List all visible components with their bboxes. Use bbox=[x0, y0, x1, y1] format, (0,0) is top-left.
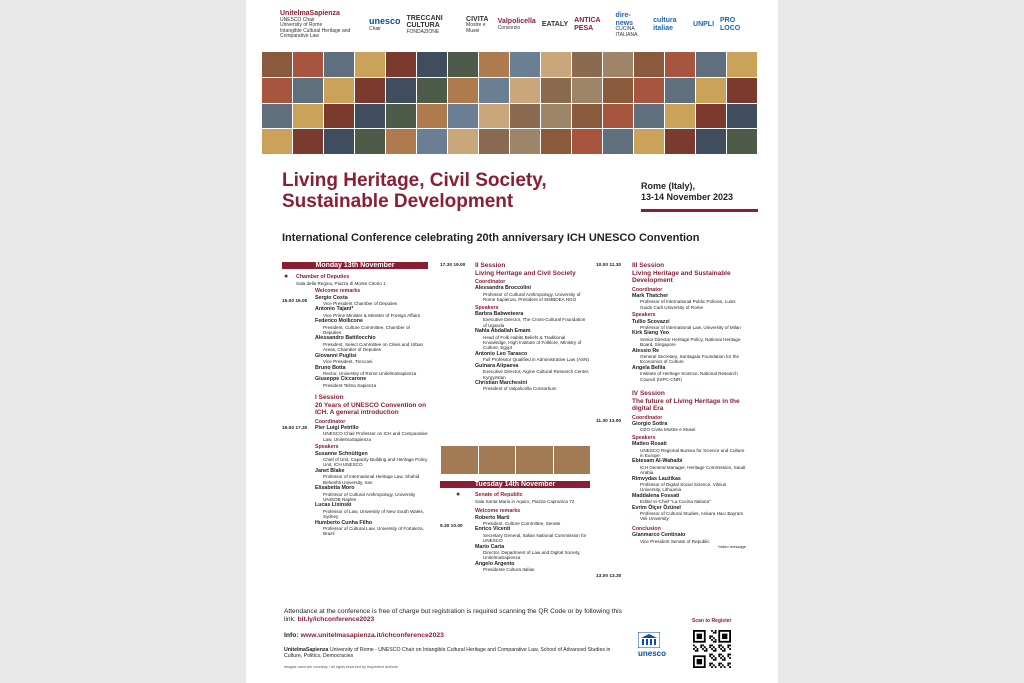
welcome-block-tuesday bbox=[440, 509, 590, 572]
person-role: Chief of Unit, Capacity Building and Heritage Policy Unit, ICH UNESCO bbox=[323, 457, 428, 468]
mosaic-photo bbox=[324, 104, 354, 129]
person-name: Enrico Vicenti bbox=[475, 526, 511, 533]
scan-label: Scan to Register bbox=[692, 618, 732, 624]
person-role: Executive Director, The Cross-Cultural Foundation of Uganda bbox=[483, 317, 586, 328]
logo-name: UnitelmaSapienza bbox=[280, 10, 340, 18]
person-role: Rector, University of Rome UnitelmaSapienza bbox=[323, 370, 417, 376]
logo-name: Valpolicella bbox=[497, 18, 536, 26]
venue-tuesday bbox=[440, 493, 590, 504]
time-slot: 10.00 11.30 bbox=[596, 263, 622, 268]
person-role: General Secretary, Santagata Foundation for the Economics of Culture bbox=[640, 353, 739, 365]
speakers-list bbox=[632, 320, 746, 382]
person-role: Head of Folk Habits Beliefs & Traditional Knowledge, High Institute of Folklore, Ministry of Culture, Egypt bbox=[483, 334, 582, 351]
person-role: Professor of Cultural Law, University of Fortaleza, Brazil bbox=[323, 525, 424, 537]
photo bbox=[479, 446, 516, 474]
speakers-label: Speakers bbox=[475, 304, 499, 311]
person-name: Giovanni Puglisi bbox=[315, 352, 357, 359]
mosaic-photo bbox=[727, 52, 757, 77]
person-role: Professor of International Law, University of Milan bbox=[640, 324, 741, 330]
mosaic-photo bbox=[727, 104, 757, 129]
logo-caption: UNESCO Chair bbox=[280, 16, 315, 23]
person-role: Executive Director, Aigine Cultural Research Center, Kyrgyzstan bbox=[483, 369, 590, 380]
speakers-label: Speakers bbox=[632, 434, 656, 441]
person-name: Lucas Lixinski bbox=[315, 502, 352, 509]
mosaic-photo bbox=[572, 104, 602, 129]
info-label: Info: bbox=[284, 632, 299, 639]
mosaic-photo bbox=[510, 129, 540, 154]
mosaic-photo bbox=[634, 52, 664, 77]
photo bbox=[516, 446, 553, 474]
mosaic-photo bbox=[293, 52, 323, 77]
person-name: Maddalena Fossati bbox=[632, 492, 680, 499]
session-title: 20 Years of UNESCO Convention on ICH. A general introduction bbox=[315, 401, 427, 417]
mosaic-photo bbox=[448, 129, 478, 154]
person-name: Sergio Costa bbox=[315, 294, 348, 301]
logo-name: UNPLI bbox=[693, 21, 715, 29]
logo-name: unesco bbox=[368, 16, 401, 27]
welcome-list bbox=[475, 516, 590, 573]
person-role: Professor of Law, University of New South Wales, Sydney bbox=[323, 508, 424, 520]
conference-title: Living Heritage, Civil Society, Sustainable Development bbox=[282, 170, 547, 212]
photo-strip bbox=[441, 446, 590, 474]
partner-logo bbox=[369, 17, 401, 32]
mosaic-photo bbox=[541, 104, 571, 129]
mosaic-photo bbox=[634, 104, 664, 129]
person-name: Elisabetta Moro bbox=[315, 485, 355, 492]
mosaic-photo bbox=[355, 78, 385, 103]
person-role: President, Select Committee on Cities and Urban Areas, Chamber of Deputies bbox=[323, 341, 424, 353]
person-name: Roberto Marti bbox=[475, 514, 510, 521]
mosaic-photo bbox=[355, 104, 385, 129]
mosaic-photo bbox=[665, 78, 695, 103]
person-role: Vice President Chamber of Deputies bbox=[323, 301, 398, 307]
logo-caption: Mostre e Musei bbox=[466, 22, 486, 34]
day-band-monday: Monday 13th November bbox=[282, 262, 428, 269]
mosaic-photo bbox=[603, 129, 633, 154]
partner-logo bbox=[466, 16, 492, 35]
partner-logos bbox=[280, 10, 748, 40]
poster bbox=[246, 0, 778, 683]
photo-mosaic bbox=[262, 52, 757, 154]
image-credit: Images used are courtesy / all rights reserved by respective authors bbox=[284, 665, 398, 669]
person-role: President of Valpolicella Consortium bbox=[483, 386, 557, 392]
mosaic-photo bbox=[355, 52, 385, 77]
person-name: Mark Thatcher bbox=[632, 292, 669, 299]
coordinator-label: Coordinator bbox=[315, 418, 346, 425]
mosaic-photo bbox=[603, 104, 633, 129]
person-role: UNESCO Regional Bureau for Science and Culture in Europe bbox=[640, 447, 745, 458]
mosaic-photo bbox=[448, 78, 478, 103]
unesco-wordmark: unesco bbox=[638, 649, 667, 658]
session-title: Living Heritage and Sustainable Development bbox=[632, 269, 731, 284]
person-name: Ebtesam Al-Wahaibi bbox=[632, 458, 683, 465]
conference-place: Rome (Italy), bbox=[641, 181, 696, 191]
welcome-label: Welcome remarks bbox=[315, 288, 361, 295]
unesco-chair-logo bbox=[638, 632, 678, 658]
time-slot: 16.00 17.30 bbox=[282, 426, 308, 431]
person-name: Federico Mollicone bbox=[315, 318, 363, 325]
logo-name: cultura italiae bbox=[653, 17, 677, 32]
person-name: Antonio Tajani* bbox=[315, 306, 354, 313]
person-role: Director, Department of Law and Digital Society, UnitelmaSapienza bbox=[483, 550, 581, 561]
partner-logo bbox=[616, 12, 648, 38]
session-number: III Session bbox=[632, 262, 665, 269]
mosaic-photo bbox=[696, 52, 726, 77]
person-name: Angela Bellia bbox=[632, 364, 666, 371]
mosaic-photo bbox=[572, 78, 602, 103]
venue-name: Senate of Republic bbox=[475, 492, 523, 499]
mosaic-photo bbox=[386, 52, 416, 77]
attendance-text: Attendance at the conference is free of charge but registration is required scanning the QR Code or by following this link: bbox=[284, 608, 622, 623]
session-number: II Session bbox=[475, 262, 506, 269]
person-name: Rimvydas Laužikas bbox=[632, 475, 681, 482]
person-name: Kirk Siang Yeo bbox=[632, 330, 669, 337]
partner-logo bbox=[498, 18, 536, 31]
mosaic-photo bbox=[417, 129, 447, 154]
logo-name: dire-news bbox=[615, 11, 634, 27]
mosaic-photo bbox=[479, 129, 509, 154]
person-name: Pier Luigi Petrillo bbox=[315, 425, 359, 432]
mosaic-photo bbox=[417, 52, 447, 77]
person-role: President, Culture Committee, Chamber of Deputies bbox=[323, 324, 410, 336]
person-name: Antonio Leo Tarasco bbox=[475, 350, 528, 357]
mosaic-photo bbox=[417, 104, 447, 129]
info-line bbox=[284, 632, 444, 639]
registration-note bbox=[284, 608, 634, 624]
session-2-block bbox=[440, 262, 590, 392]
session-title: Living Heritage and Civil Society bbox=[475, 269, 576, 277]
person-name: Alessandro Battilocchio bbox=[315, 335, 376, 342]
person-role: Editor-in-Chief "La Cucina Italiana" bbox=[640, 499, 711, 505]
speakers-label: Speakers bbox=[632, 312, 656, 319]
person-name: Evrim Ölçer Özünel bbox=[632, 504, 681, 511]
conference-subtitle: International Conference celebrating 20th anniversary ICH UNESCO Convention bbox=[282, 232, 700, 244]
logo-caption: CUCINA ITALIANA bbox=[615, 26, 638, 38]
mosaic-photo bbox=[324, 52, 354, 77]
day-band-tuesday: Tuesday 14th November bbox=[440, 481, 590, 488]
mosaic-photo bbox=[262, 129, 292, 154]
logo-name: CIVITA bbox=[466, 15, 489, 23]
mosaic-photo bbox=[510, 78, 540, 103]
mosaic-photo bbox=[603, 78, 633, 103]
person-role: UNESCO Chair Professor on ICH and Comparative Law, UnitelmaSapienza bbox=[323, 431, 428, 442]
person-name: Alessandra Broccolini bbox=[475, 285, 531, 292]
partner-logo bbox=[693, 21, 714, 29]
person-name: Giuseppe Ciccarone bbox=[315, 376, 367, 383]
mosaic-photo bbox=[386, 129, 416, 154]
speakers-list bbox=[475, 312, 590, 392]
time-slot: 9.30 10.00 bbox=[440, 524, 463, 529]
mosaic-photo bbox=[386, 78, 416, 103]
partner-logo bbox=[720, 17, 748, 32]
person-name: Barbra Babweteera bbox=[475, 311, 524, 318]
registration-link[interactable]: bit.ly/ichconference2023 bbox=[297, 616, 375, 623]
video-note: *video message bbox=[717, 544, 746, 550]
mosaic-photo bbox=[541, 129, 571, 154]
mosaic-photo bbox=[355, 129, 385, 154]
time-slot: 13.00 13.30 bbox=[596, 574, 622, 579]
time-slot: 11.30 13.00 bbox=[596, 419, 622, 424]
mosaic-photo bbox=[696, 78, 726, 103]
mosaic-photo bbox=[417, 78, 447, 103]
mosaic-photo bbox=[262, 104, 292, 129]
coordinator-label: Coordinator bbox=[632, 286, 663, 293]
coordinator-label: Coordinator bbox=[475, 279, 506, 285]
person-name: Tullio Scovazzi bbox=[632, 318, 670, 325]
person-name: Giorgio Sotira bbox=[632, 420, 668, 427]
mosaic-photo bbox=[510, 104, 540, 129]
venue-address: Sala della Regina, Piazza di Monte Citorio 1 bbox=[296, 280, 386, 286]
person-role: Institute of Heritage Science, National Research Council (ISPC-CNR) bbox=[640, 371, 738, 382]
welcome-list bbox=[315, 296, 428, 389]
mosaic-photo bbox=[479, 78, 509, 103]
coordinator-label: Coordinator bbox=[632, 414, 663, 421]
mosaic-photo bbox=[541, 78, 571, 103]
mosaic-photo bbox=[541, 52, 571, 77]
partner-logo bbox=[574, 17, 609, 32]
location-pin-icon: ● bbox=[284, 273, 289, 281]
logo-caption: FONDAZIONE bbox=[406, 28, 440, 35]
mosaic-photo bbox=[572, 52, 602, 77]
logo-name: ANTICA PESA bbox=[574, 17, 601, 32]
person-role: Professor of International Heritage Law, Shahid Beheshti University, Iran bbox=[323, 474, 420, 485]
program-column-2 bbox=[440, 262, 590, 392]
person-name: Mario Carta bbox=[475, 543, 505, 550]
venue-address: Sala Santa Maria in Aquiro, Piazza Capranica 72 bbox=[475, 498, 575, 504]
person-name: Gianmarco Centinaio bbox=[632, 532, 686, 539]
logo-caption: Intangible Cultural Heritage and Comparative Law bbox=[280, 27, 351, 40]
person-role: Professor of Digital Social Science, Vilnius University, Lithuania bbox=[640, 481, 727, 493]
person-role: Full Professor Qualified in Administrative Law (ASN) bbox=[483, 357, 589, 363]
person-name: Janet Blake bbox=[315, 467, 345, 474]
mosaic-photo bbox=[293, 104, 323, 129]
person-role: Presidente Cultura Italiae bbox=[483, 567, 535, 573]
conference-place-dates bbox=[641, 181, 759, 203]
mosaic-photo bbox=[696, 129, 726, 154]
person-name: Alessio Re bbox=[632, 347, 660, 354]
partner-logo bbox=[542, 21, 568, 29]
welcome-block-monday bbox=[282, 289, 428, 537]
session-number: I Session bbox=[315, 394, 344, 402]
person-name: Gulnara Aitpaeva bbox=[475, 362, 519, 369]
mosaic-photo bbox=[634, 78, 664, 103]
person-name: Bruno Botta bbox=[315, 364, 346, 371]
mosaic-photo bbox=[696, 104, 726, 129]
conference-dates: 13-14 November 2023 bbox=[641, 192, 734, 202]
venue-name: Chamber of Deputies bbox=[296, 274, 350, 281]
university-description: University of Rome - UNESCO Chair on Intangible Cultural Heritage and Comparative Law, School of Advanced Studies in Culture, Politics, Democracies bbox=[284, 647, 611, 660]
mosaic-photo bbox=[448, 104, 478, 129]
logo-name: EATALY bbox=[541, 21, 569, 29]
conclusion-label: Conclusion bbox=[632, 525, 661, 532]
person-name: Susanne Schnüttgen bbox=[315, 450, 368, 457]
mosaic-photo bbox=[603, 52, 633, 77]
qr-code[interactable] bbox=[693, 630, 731, 668]
person-role: Vice Prime Minister & Minister of Foreign Affairs bbox=[323, 312, 421, 318]
photo bbox=[554, 446, 591, 474]
info-link[interactable]: www.unitelmasapienza.it/ichconference2023 bbox=[300, 632, 444, 639]
mosaic-photo bbox=[665, 52, 695, 77]
venue-monday bbox=[282, 275, 428, 286]
mosaic-photo bbox=[727, 129, 757, 154]
person-role: Professor of Cultural Anthropology, University of Rome Sapienza, President of SIMBDEA NGO bbox=[483, 291, 581, 303]
welcome-label: Welcome remarks bbox=[475, 508, 521, 515]
person-name: Matteo Rosati bbox=[632, 441, 667, 448]
person-role: Senior Director Heritage Policy, National Heritage Board, Singapore bbox=[640, 336, 741, 348]
location-pin-icon: ● bbox=[456, 491, 461, 499]
person-role: Professor of Cultural Anthropology, University UNISOB Naples bbox=[323, 491, 416, 502]
person-role: Vice President, Treccani bbox=[323, 359, 373, 365]
university-name: UnitelmaSapienza bbox=[284, 647, 329, 653]
person-role: Professor of International Public Policies, Luiss Guido Carli University of Rome bbox=[640, 299, 736, 310]
mosaic-photo bbox=[293, 78, 323, 103]
mosaic-photo bbox=[293, 129, 323, 154]
person-role: CEO Civita Mostre e Musei bbox=[640, 427, 696, 433]
logo-caption: Consorzio bbox=[497, 25, 521, 32]
mosaic-photo bbox=[572, 129, 602, 154]
person-role: President, Culture Committee, Senate bbox=[483, 521, 561, 527]
university-note bbox=[284, 647, 614, 660]
person-role: Secretary General, Italian National Commission for UNESCO bbox=[483, 532, 587, 544]
speakers-list bbox=[315, 452, 428, 537]
mosaic-photo bbox=[479, 104, 509, 129]
person-name: Christian Marchesini bbox=[475, 379, 528, 386]
partner-logo bbox=[653, 17, 687, 32]
speakers-label: Speakers bbox=[315, 444, 339, 451]
program-column-3 bbox=[596, 262, 746, 549]
partner-logo bbox=[406, 15, 460, 36]
person-role: President Telma Sapienza bbox=[323, 382, 377, 388]
session-number: IV Session bbox=[632, 390, 665, 397]
mosaic-photo bbox=[665, 129, 695, 154]
person-role: ICH General Manager, Heritage Commission, Saudi Arabia bbox=[640, 464, 746, 476]
logo-caption: University of Rome bbox=[280, 22, 323, 29]
mosaic-photo bbox=[386, 104, 416, 129]
mosaic-photo bbox=[262, 52, 292, 77]
person-name: Humberto Cunha Filho bbox=[315, 519, 373, 526]
logo-name: TRECCANI CULTURA bbox=[406, 14, 443, 30]
speakers-list bbox=[632, 442, 746, 522]
session-title: The future of Living Heritage in the digital Era bbox=[632, 397, 740, 412]
mosaic-photo bbox=[479, 52, 509, 77]
logo-caption: Chair bbox=[368, 26, 381, 33]
person-role: Vice President Senate of Republic bbox=[640, 538, 710, 544]
mosaic-photo bbox=[510, 52, 540, 77]
mosaic-photo bbox=[324, 129, 354, 154]
mosaic-photo bbox=[262, 78, 292, 103]
person-name: Nahla Abdallah Emam bbox=[475, 328, 531, 335]
session-3-4-block bbox=[596, 262, 746, 549]
mosaic-photo bbox=[634, 129, 664, 154]
mosaic-photo bbox=[324, 78, 354, 103]
logo-name: PRO LOCO bbox=[720, 17, 741, 32]
time-slot: 15.00 16.00 bbox=[282, 299, 308, 304]
mosaic-photo bbox=[665, 104, 695, 129]
divider bbox=[641, 209, 758, 212]
photo bbox=[441, 446, 478, 474]
person-role: Professor of Cultural Studies, Ankara Hacı Bayram Veli University bbox=[640, 511, 744, 522]
unesco-temple-icon bbox=[638, 632, 660, 648]
time-slot: 17.30 19.00 bbox=[440, 263, 466, 268]
mosaic-photo bbox=[727, 78, 757, 103]
mosaic-photo bbox=[448, 52, 478, 77]
person-name: Angelo Argento bbox=[475, 560, 515, 567]
partner-logo bbox=[280, 10, 363, 40]
